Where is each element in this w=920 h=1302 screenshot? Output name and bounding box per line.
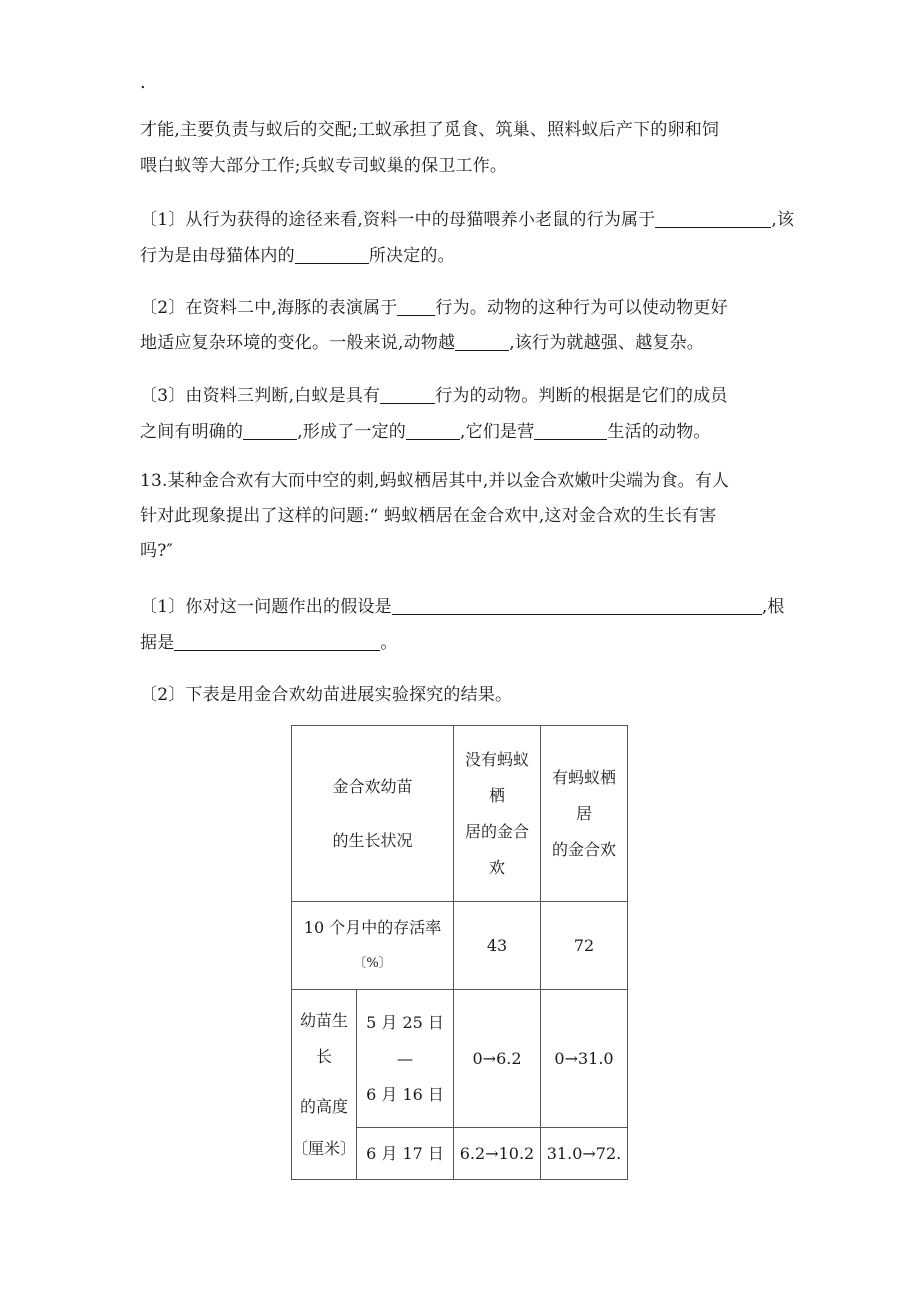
answer-blank[interactable] (174, 632, 380, 651)
survival-without-ants: 43 (454, 902, 541, 990)
question-1-line-1 (140, 208, 794, 232)
cell-text: 没有蚂蚁 (464, 749, 529, 769)
question-3-line-2 (140, 420, 711, 444)
height-label-cell (292, 990, 357, 1180)
question-3-line-1 (140, 384, 728, 408)
question-1-line-2 (140, 244, 455, 268)
survival-label-cell (292, 902, 454, 990)
text: 〔1〕你对这一问题作出的假设是 (140, 597, 392, 617)
text: 所决定的。 (368, 246, 455, 266)
problem-13-q1-line-2 (140, 631, 398, 655)
problem-13-q2-line (140, 683, 512, 707)
column-header-without-ants (454, 726, 541, 902)
cell-text: 金合欢幼苗 (332, 776, 413, 796)
text: 〔2〕下表是用金合欢幼苗进展实验探究的结果。 (140, 685, 513, 705)
answer-blank[interactable] (406, 421, 460, 440)
table-row-height-period-1 (292, 990, 628, 1128)
answer-blank[interactable] (295, 245, 369, 264)
cell-text: 长 (315, 1046, 332, 1066)
text: 行为是由母猫体内的 (140, 246, 295, 266)
problem-13-line-3 (140, 539, 173, 563)
cell-text: 的高度 (299, 1096, 348, 1116)
text: 生活的动物。 (607, 422, 711, 442)
answer-blank[interactable] (392, 596, 762, 615)
answer-blank[interactable] (397, 297, 435, 316)
text: ,该 (771, 210, 795, 230)
cell-text: 10 个月中的存活率 (303, 917, 442, 937)
experiment-table (291, 725, 628, 1180)
text: 行为。动物的这种行为可以使动物更好 (435, 298, 728, 318)
text: 地适应复杂环境的变化。一般来说,动物越 (140, 333, 456, 353)
text: ,该行为就越强、越复杂。 (509, 333, 705, 353)
question-2-line-2 (140, 331, 704, 355)
cell-text: — (397, 1048, 413, 1068)
cell-text: 〔%〕 (353, 955, 392, 971)
page-marker-dot: . (140, 72, 146, 93)
text: ,根 (761, 597, 785, 617)
text: 吗?″ (140, 541, 174, 561)
text: 据是 (140, 633, 175, 653)
table-header-row (292, 726, 628, 902)
cell-text: 〔厘米〕 (292, 1138, 357, 1158)
text: 〔3〕由资料三判断,白蚁是具有 (140, 386, 381, 406)
problem-13-line-1 (140, 469, 729, 493)
cell-text: 幼苗生 (299, 1010, 348, 1030)
period-1-date-cell (357, 990, 454, 1128)
question-2-line-1 (140, 296, 728, 320)
text: ,它们是营 (460, 422, 535, 442)
problem-13-line-2 (140, 504, 716, 528)
text: 之间有明确的 (140, 422, 244, 442)
text-line-1 (140, 118, 719, 142)
cell-text: 欢 (488, 857, 505, 877)
text: 才能,主要负责与蚁后的交配;工蚁承担了觅食、筑巢、照料蚁后产下的卵和饲 (140, 120, 720, 140)
cell-text: 有蚂蚁栖 (551, 767, 616, 787)
text: 喂白蚁等大部分工作;兵蚁专司蚁巢的保卫工作。 (140, 156, 508, 176)
text: 〔2〕在资料二中,海豚的表演属于 (140, 298, 398, 318)
text-line-2 (140, 154, 507, 178)
period-1-without-ants: 0→6.2 (454, 990, 541, 1128)
text: 行为的动物。判断的根据是它们的成员 (435, 386, 728, 406)
table-row-survival (292, 902, 628, 990)
answer-blank[interactable] (655, 209, 771, 228)
text: 13.某种金合欢有大而中空的刺,蚂蚁栖居其中,并以金合欢嫩叶尖端为食。有人 (140, 471, 730, 491)
period-1-with-ants: 0→31.0 (541, 990, 628, 1128)
text: 针对此现象提出了这样的问题:“ 蚂蚁栖居在金合欢中,这对金合欢的生长有害 (140, 506, 717, 526)
period-2-date-cell: 6 月 17 日 (357, 1128, 454, 1180)
survival-with-ants: 72 (541, 902, 628, 990)
problem-13-q1-line-1 (140, 595, 785, 619)
text: 。 (380, 633, 398, 653)
row-header-cell (292, 726, 454, 902)
answer-blank[interactable] (380, 385, 435, 404)
cell-text: 栖 (488, 785, 505, 805)
period-2-without-ants: 6.2→10.2 (454, 1128, 541, 1180)
period-2-with-ants: 31.0→72. (541, 1128, 628, 1180)
answer-blank[interactable] (243, 421, 297, 440)
text: ,形成了一定的 (297, 422, 407, 442)
text: 〔1〕从行为获得的途径来看,资料一中的母猫喂养小老鼠的行为属于 (140, 210, 656, 230)
cell-text: 的金合欢 (551, 839, 616, 859)
answer-blank[interactable] (455, 332, 509, 351)
column-header-with-ants (541, 726, 628, 902)
answer-blank[interactable] (534, 421, 607, 440)
cell-text: 居的金合 (464, 821, 529, 841)
cell-text: 5 月 25 日 (366, 1012, 444, 1032)
cell-text: 的生长状况 (332, 830, 413, 850)
cell-text: 6 月 16 日 (366, 1084, 444, 1104)
cell-text: 居 (575, 803, 592, 823)
